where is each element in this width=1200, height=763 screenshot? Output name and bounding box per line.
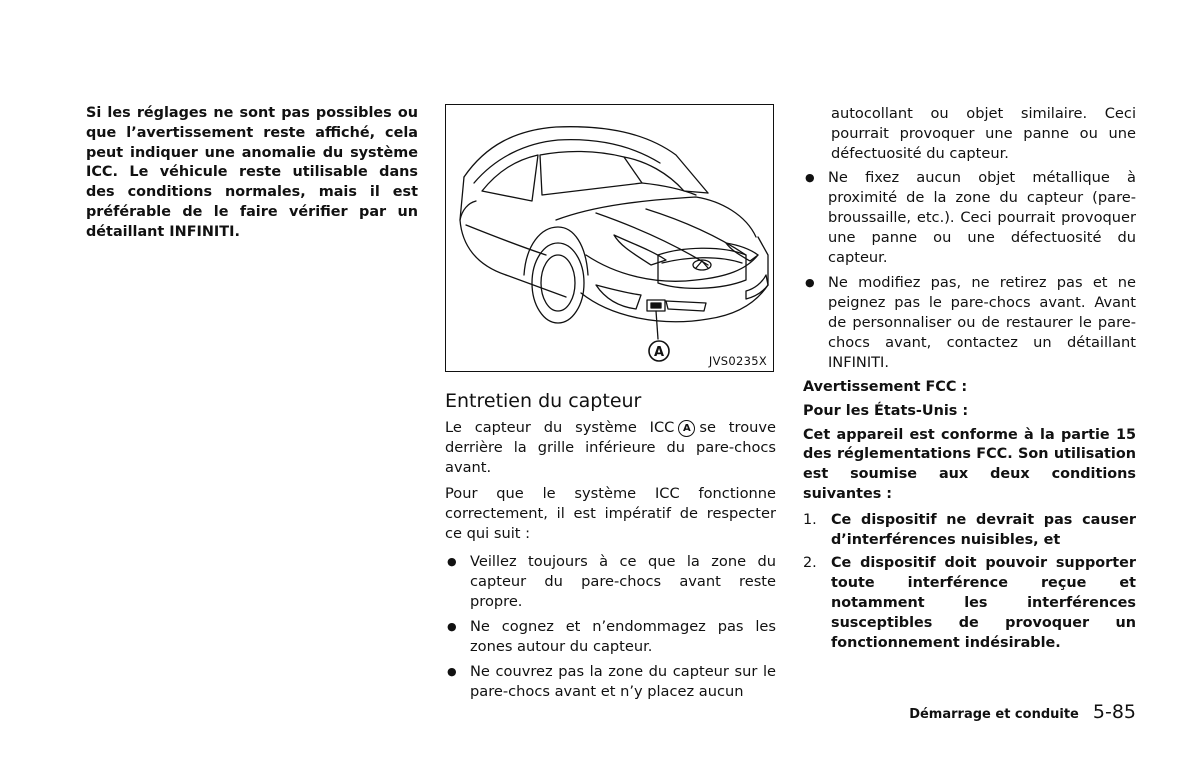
list-item xyxy=(803,273,1136,373)
figure-code: JVS0235X xyxy=(708,354,767,368)
list-item xyxy=(445,617,776,657)
callout-a-marker: A xyxy=(678,420,695,437)
list-item xyxy=(445,552,776,612)
bullet-text: Ne couvrez pas la zone du capteur sur le pare-chocs avant et n’y placez aucun xyxy=(470,663,776,700)
condition-text: Ce dispositif doit pouvoir supporter toute interférence reçue et notamment les interférences susceptibles de provoquer un fonctionnement indésirable. xyxy=(831,555,1136,651)
condition-number: 1. xyxy=(803,511,817,528)
condition-number: 2. xyxy=(803,555,817,572)
bullet-text: Ne modifiez pas, ne retirez pas et ne peignez pas le pare-chocs avant. Avant de personnaliser ou de restaurer le pare-chocs avant, contactez un détaillant INFINITI. xyxy=(828,274,1136,371)
list-item xyxy=(803,168,1136,268)
condition-item xyxy=(803,511,1136,551)
icc-requirements-para: Pour que le système ICC fonctionne correctement, il est impératif de respecter ce qui suit : xyxy=(445,485,776,542)
section-title: Entretien du capteur xyxy=(445,390,642,412)
sensor-location-text-a: Le capteur du système ICC xyxy=(445,419,675,436)
sensor-location-para xyxy=(445,418,776,478)
bullet-text: Ne fixez aucun objet métallique à proximité de la zone du capteur (pare-broussaille, etc.). Ceci pourrait provoquer une panne ou une défectuosité du capteur. xyxy=(828,169,1136,266)
us-heading: Pour les États-Unis : xyxy=(803,402,969,419)
bullet-text: Ne cognez et n’endommagez pas les zones autour du capteur. xyxy=(470,618,776,655)
continuation-text: autocollant ou objet similaire. Ceci pourrait provoquer une panne ou une défectuosité du capteur. xyxy=(831,105,1136,162)
bullet-text: Veillez toujours à ce que la zone du capteur du pare-chocs avant reste propre. xyxy=(470,553,776,610)
fcc-heading: Avertissement FCC : xyxy=(803,379,968,395)
bullet-icon: ● xyxy=(805,171,815,184)
car-illustration xyxy=(445,104,774,372)
fcc-text: Cet appareil est conforme à la partie 15 des réglementations FCC. Son utilisation est soumise aux deux conditions suivantes : xyxy=(803,426,1136,502)
page-footer xyxy=(909,701,1136,723)
sensor-location-text-b: se trouve derrière la grille inférieure du pare-chocs avant. xyxy=(445,419,776,476)
left-column xyxy=(86,104,418,243)
bullet-icon: ● xyxy=(447,555,457,568)
list-item xyxy=(445,662,776,702)
middle-column xyxy=(445,104,776,707)
callout-a-label: A xyxy=(653,345,665,360)
condition-text: Ce dispositif ne devrait pas causer d’interférences nuisibles, et xyxy=(831,511,1136,548)
condition-item xyxy=(803,554,1136,653)
footer-section-title: Démarrage et conduite xyxy=(909,707,1079,722)
bullet-icon: ● xyxy=(447,665,457,678)
car-front-drawing xyxy=(446,105,772,370)
right-column xyxy=(803,104,1136,657)
icc-warning-text: Si les réglages ne sont pas possibles ou que l’avertissement reste affiché, cela peut indiquer une anomalie du système ICC. Le véhicule reste utilisable dans des conditions normales, mais il est préférable de le faire vérifier par un détaillant INFINITI. xyxy=(86,105,418,240)
page-number: 5-85 xyxy=(1092,701,1136,723)
bullet-icon: ● xyxy=(447,620,457,633)
bullet-icon: ● xyxy=(805,276,815,289)
